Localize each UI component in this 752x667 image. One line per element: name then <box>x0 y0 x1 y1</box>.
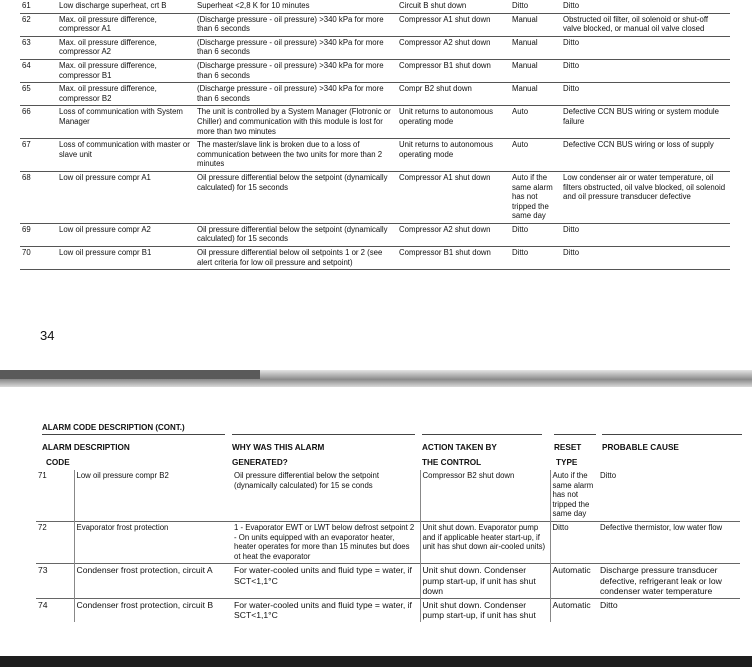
alarm-code: 66 <box>20 106 57 139</box>
alarm-code: 69 <box>20 223 57 246</box>
alarm-description: Max. oil pressure difference, compressor B1 <box>57 59 195 82</box>
alarm-cause: Ditto <box>561 36 730 59</box>
alarm-description: Max. oil pressure difference, compressor A2 <box>57 36 195 59</box>
alarm-cause: Low condenser air or water temperature, oil filters obstructed, oil valve blocked, oil solenoid and oil pressure transducer defective <box>561 171 730 223</box>
alarm-why: For water-cooled units and fluid type = water, if SCT<1,1°C <box>232 598 420 622</box>
alarm-reset: Ditto <box>550 521 598 563</box>
alarm-reset: Ditto <box>510 223 561 246</box>
alarm-code: 70 <box>20 247 57 270</box>
alarm-why: The master/slave link is broken due to a loss of communication between the two units for more than 2 minutes <box>195 139 397 172</box>
header-control: THE CONTROL <box>422 458 482 467</box>
alarm-cause: Defective CCN BUS wiring or system module failure <box>561 106 730 139</box>
alarm-action: Unit returns to autonomous operating mode <box>397 106 510 139</box>
alarm-action: Circuit B shut down <box>399 1 467 10</box>
alarm-action: Compressor B2 shut down <box>420 470 550 521</box>
alarm-reset: Manual <box>510 36 561 59</box>
header-rule <box>554 434 596 435</box>
alarm-description: Low oil pressure compr B1 <box>57 247 195 270</box>
table-row <box>36 470 740 521</box>
alarm-code: 67 <box>20 139 57 172</box>
alarm-description: Loss of communication with System Manager <box>57 106 195 139</box>
table-row <box>20 13 730 36</box>
alarm-why: (Discharge pressure - oil pressure) >340 kPa for more than 6 seconds <box>195 13 397 36</box>
alarm-code: 63 <box>20 36 57 59</box>
alarm-cause: Defective CCN BUS wiring or loss of supply <box>561 139 730 172</box>
alarm-code: 65 <box>20 83 57 106</box>
header-probable-cause: PROBABLE CAUSE <box>602 443 679 452</box>
alarm-description: Low oil pressure compr A2 <box>57 223 195 246</box>
alarm-why: Oil pressure differential below the setpoint (dynamically calculated) for 15 seconds <box>195 223 397 246</box>
alarm-reset: Auto <box>510 139 561 172</box>
alarm-action: Compressor B1 shut down <box>397 247 510 270</box>
table-row <box>20 106 730 139</box>
header-generated: GENERATED? <box>232 458 288 467</box>
alarm-action: Compressor B1 shut down <box>397 59 510 82</box>
alarm-cause: Ditto <box>598 598 740 622</box>
alarm-table-page-35 <box>36 470 740 622</box>
header-reset: RESET <box>554 443 582 452</box>
alarm-description: Low oil pressure compr B2 <box>76 471 169 480</box>
viewer-bottom-bar <box>0 656 752 667</box>
header-rule <box>232 434 415 435</box>
alarm-action: Compressor A2 shut down <box>397 36 510 59</box>
alarm-why: Superheat <2,8 K for 10 minutes <box>197 1 310 10</box>
page-number: 34 <box>40 328 55 343</box>
alarm-cause: Defective thermistor, low water flow <box>598 521 740 563</box>
header-why: WHY WAS THIS ALARM <box>232 443 325 452</box>
table-row <box>36 564 740 599</box>
alarm-code: 72 <box>36 521 74 563</box>
alarm-why: (Discharge pressure - oil pressure) >340 kPa for more than 6 seconds <box>195 36 397 59</box>
alarm-why: For water-cooled units and fluid type = water, if SCT<1,1°C <box>232 564 420 599</box>
table-row <box>20 59 730 82</box>
alarm-action: Compressor A1 shut down <box>397 171 510 223</box>
alarm-action: Unit returns to autonomous operating mode <box>397 139 510 172</box>
alarm-cause: Discharge pressure transducer defective, refrigerant leak or low condenser water temperature <box>598 564 740 599</box>
alarm-reset: Manual <box>510 83 561 106</box>
header-action: ACTION TAKEN BY <box>422 443 497 452</box>
alarm-description: Loss of communication with master or slave unit <box>57 139 195 172</box>
header-code: CODE <box>46 458 70 467</box>
table-row <box>36 521 740 563</box>
section-title: ALARM CODE DESCRIPTION (CONT.) <box>42 423 185 432</box>
header-alarm-description: ALARM DESCRIPTION <box>42 443 130 452</box>
alarm-code: 71 <box>36 470 74 521</box>
alarm-cause: Ditto <box>561 59 730 82</box>
alarm-why: The unit is controlled by a System Manager (Flotronic or Chiller) and communication with this module is lost for more than two minutes <box>195 106 397 139</box>
header-rule <box>42 434 225 435</box>
alarm-code: 62 <box>20 13 57 36</box>
header-rule <box>602 434 742 435</box>
alarm-why: Oil pressure differential below the setpoint (dynamically calculated) for 15 se conds <box>232 470 420 521</box>
alarm-code: 68 <box>20 171 57 223</box>
alarm-why: Oil pressure differential below the setpoint (dynamically calculated) for 15 seconds <box>195 171 397 223</box>
alarm-code: 74 <box>36 598 74 622</box>
alarm-description: Condenser frost protection, circuit A <box>74 564 232 599</box>
alarm-cause: Ditto <box>600 471 617 480</box>
alarm-reset: Automatic <box>550 564 598 599</box>
alarm-action: Compressor A1 shut down <box>397 13 510 36</box>
table-row <box>36 598 740 622</box>
alarm-reset: Auto if the same alarm has not tripped the same day <box>510 171 561 223</box>
page-separator-shadow <box>0 370 260 379</box>
alarm-reset: Ditto <box>512 1 529 10</box>
alarm-reset: Ditto <box>510 247 561 270</box>
alarm-reset: Manual <box>510 13 561 36</box>
alarm-cause: Ditto <box>563 1 580 10</box>
alarm-description: Condenser frost protection, circuit B <box>74 598 232 622</box>
alarm-reset: Automatic <box>550 598 598 622</box>
alarm-why: Oil pressure differential below oil setpoints 1 or 2 (see alert criteria for low oil pressure and setpoint) <box>195 247 397 270</box>
alarm-reset: Auto if the same alarm has not tripped the same day <box>552 471 594 519</box>
header-rule <box>422 434 542 435</box>
table-row <box>20 139 730 172</box>
alarm-why: (Discharge pressure - oil pressure) >340 kPa for more than 6 seconds <box>195 59 397 82</box>
table-row <box>20 223 730 246</box>
table-row <box>20 36 730 59</box>
header-type: TYPE <box>556 458 578 467</box>
alarm-cause: Ditto <box>561 247 730 270</box>
alarm-table-page-34 <box>20 0 730 270</box>
alarm-description: Evaporator frost protection <box>74 521 232 563</box>
alarm-code: 64 <box>20 59 57 82</box>
alarm-why: (Discharge pressure - oil pressure) >340 kPa for more than 6 seconds <box>195 83 397 106</box>
alarm-cause: Ditto <box>561 83 730 106</box>
alarm-action: Compr B2 shut down <box>397 83 510 106</box>
table-row <box>20 0 730 13</box>
alarm-description: Max. oil pressure difference, compressor B2 <box>57 83 195 106</box>
alarm-action: Unit shut down. Condenser pump start-up, if unit has shut down <box>420 564 550 599</box>
alarm-action: Unit shut down. Evaporator pump and if applicable heater start-up, if unit has shut down air-cooled units) <box>420 521 550 563</box>
alarm-description: Low discharge superheat, crt B <box>59 1 167 10</box>
alarm-code: 73 <box>36 564 74 599</box>
alarm-action: Unit shut down. Condenser pump start-up, if unit has shut <box>420 598 550 622</box>
table-row <box>20 171 730 223</box>
alarm-action: Compressor A2 shut down <box>397 223 510 246</box>
alarm-cause: Obstructed oil filter, oil solenoid or shut-off valve blocked, or manual oil valve closed <box>561 13 730 36</box>
alarm-description: Max. oil pressure difference, compressor A1 <box>57 13 195 36</box>
alarm-code: 61 <box>22 1 31 10</box>
alarm-description: Low oil pressure compr A1 <box>57 171 195 223</box>
table-row <box>20 83 730 106</box>
alarm-why: 1 - Evaporator EWT or LWT below defrost setpoint 2 - On units equipped with an evaporator heater, heater operates for more than 15 minutes but does ot heat the evaporator <box>232 521 420 563</box>
table-row <box>20 247 730 270</box>
alarm-reset: Auto <box>510 106 561 139</box>
alarm-cause: Ditto <box>561 223 730 246</box>
alarm-reset: Manual <box>510 59 561 82</box>
